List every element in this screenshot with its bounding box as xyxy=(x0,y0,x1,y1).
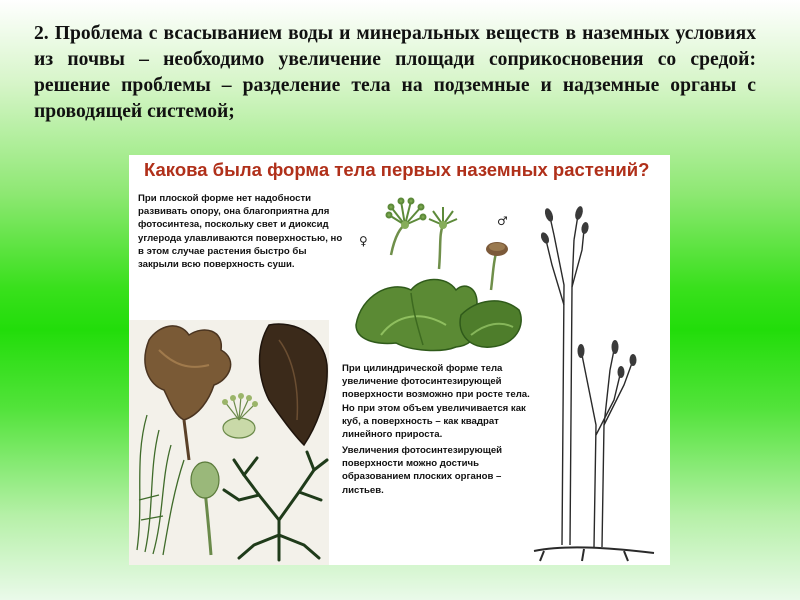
figure-title: Какова была форма тела первых наземных растений? xyxy=(144,159,650,180)
tall-axis xyxy=(546,215,584,545)
female-receptacle xyxy=(387,199,458,270)
umbrella-alga xyxy=(222,393,258,438)
note-flat-leaves: Увеличения фотосинтезирующей поверхности можно достичь образованием плоских органов – листьев. xyxy=(342,445,503,496)
rhyniophyte-illustration xyxy=(524,195,670,565)
branched-alga xyxy=(224,452,327,560)
slide-heading: 2. Проблема с всасыванием воды и минеральных веществ в наземных условиях из почвы – необходимо увеличение площади соприкосновения со средой: решение проблемы – разделение тела на подземные и надземные органы с проводящей системой; xyxy=(34,23,756,122)
female-symbol: ♀ xyxy=(359,234,368,248)
thread-algae xyxy=(137,415,184,555)
liverwort-thallus xyxy=(356,279,521,350)
plant-form-figure xyxy=(129,155,670,565)
brown-seaweed xyxy=(260,324,328,445)
liverwort-illustration xyxy=(351,185,527,355)
male-symbol: ♂ xyxy=(497,214,508,228)
note-cylinder-form: При цилиндрической форме тела увеличение фотосинтезирующей поверхности возможно при росте тела. Но при этом объем увеличивается как куб, а поверхность – как квадрат линейного прироста. xyxy=(342,363,530,441)
male-receptacle xyxy=(486,242,508,290)
sporangia-short xyxy=(578,340,637,378)
rhizome xyxy=(534,547,654,561)
kelp-frond xyxy=(145,326,231,460)
bulb-alga xyxy=(191,462,219,555)
algae-illustration xyxy=(129,320,329,565)
sporangia-tall xyxy=(539,205,589,245)
note-flat-form: При плоской форме нет надобности развивать опору, она благоприятна для фотосинтеза, поскольку свет и диоксид углерода улавливаются поверхностью, но в этом случае растения быстро бы закрыли всю поверхность суши. xyxy=(138,193,343,271)
short-axis xyxy=(582,350,632,547)
